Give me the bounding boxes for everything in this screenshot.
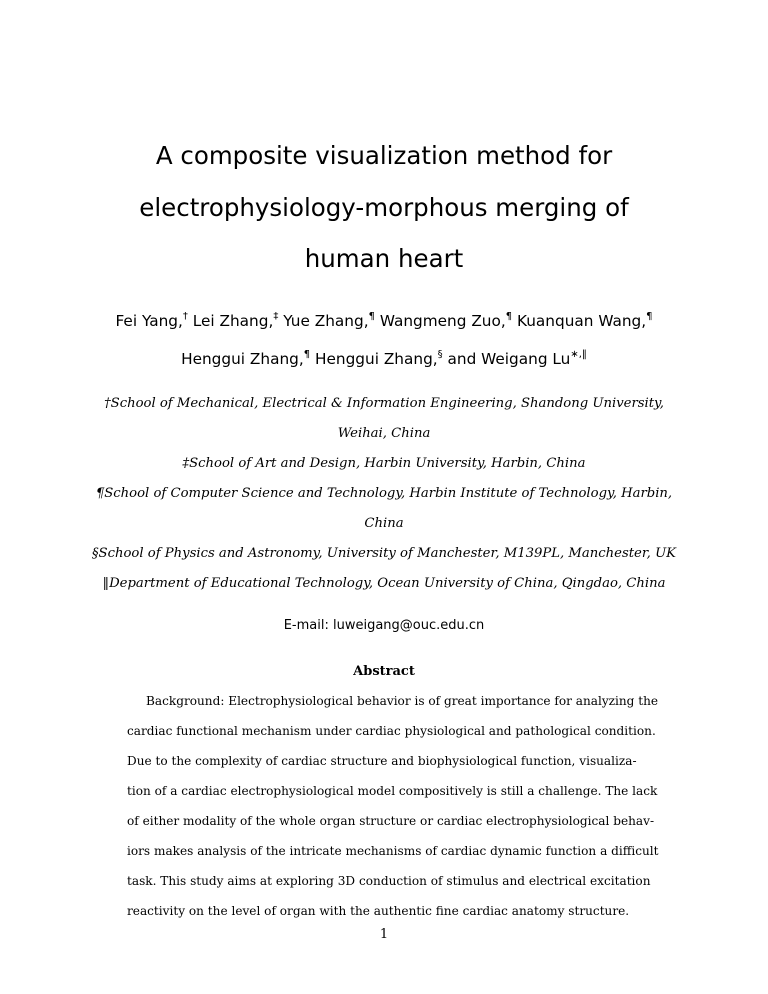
abstract-line: task. This study aims at exploring 3D conduction of stimulus and electrical excitation xyxy=(127,874,651,888)
page-number: 1 xyxy=(379,927,389,942)
abstract-line: tion of a cardiac electrophysiological model compositively is still a challenge. The lack xyxy=(127,784,658,798)
author-line-2 xyxy=(0,340,768,378)
author-name: Kuanquan Wang, xyxy=(516,312,647,330)
author-affil-mark: ‡ xyxy=(273,311,279,322)
author-line-1 xyxy=(0,302,768,340)
author-name: Wangmeng Zuo, xyxy=(379,312,506,330)
author-affil-mark: † xyxy=(182,311,188,322)
author-affil-mark: ¶ xyxy=(646,311,653,322)
affiliation-line: China xyxy=(364,516,404,531)
abstract-line: Background: Electrophysiological behavior is of great importance for analyzing the xyxy=(146,694,659,708)
author-affil-mark: ¶ xyxy=(303,349,311,360)
title-line: human heart xyxy=(304,244,464,273)
title-line: electrophysiology-morphous merging of xyxy=(139,192,629,222)
abstract-line: reactivity on the level of organ with the authentic fine cardiac anatomy structure. xyxy=(127,904,630,918)
contact-email[interactable]: E-mail: luweigang@ouc.edu.cn xyxy=(283,618,485,633)
affiliation-line: ¶School of Computer Science and Technology, Harbin Institute of Technology, Harbin, xyxy=(95,486,673,501)
author-affil-mark: § xyxy=(437,349,443,360)
author-affil-mark: ¶ xyxy=(368,311,375,322)
author-name: Henggui Zhang, xyxy=(181,350,304,368)
title-line: A composite visualization method for xyxy=(155,141,613,170)
author-name: Fei Yang, xyxy=(115,312,183,330)
affiliation-line: §School of Physics and Astronomy, University of Manchester, M139PL, Manchester, UK xyxy=(91,546,677,561)
author-affil-mark: ∗,‖ xyxy=(570,349,587,360)
affiliation-line: Weihai, China xyxy=(337,426,431,441)
abstract-line: cardiac functional mechanism under cardiac physiological and pathological condition. xyxy=(127,724,656,738)
abstract-line: Due to the complexity of cardiac structure and biophysiological function, visualiza- xyxy=(127,754,637,768)
author-list xyxy=(0,302,768,378)
abstract-line: of either modality of the whole organ structure or cardiac electrophysiological behav- xyxy=(127,814,655,828)
author-name: Yue Zhang, xyxy=(283,312,369,330)
author-name: Lei Zhang, xyxy=(192,312,274,330)
abstract-body xyxy=(127,686,659,926)
abstract-heading: Abstract xyxy=(353,664,415,679)
author-name: Henggui Zhang, xyxy=(314,350,438,368)
affiliations xyxy=(0,389,768,599)
author-name: and Weigang Lu xyxy=(447,350,571,368)
paper-title xyxy=(0,130,768,285)
affiliation-line: †School of Mechanical, Electrical & Information Engineering, Shandong University, xyxy=(104,396,664,411)
abstract-line: iors makes analysis of the intricate mechanisms of cardiac dynamic function a difficult xyxy=(127,844,659,858)
affiliation-line: ‖Department of Educational Technology, Ocean University of China, Qingdao, China xyxy=(102,576,666,591)
author-affil-mark: ¶ xyxy=(505,311,513,322)
affiliation-line: ‡School of Art and Design, Harbin University, Harbin, China xyxy=(182,456,586,471)
